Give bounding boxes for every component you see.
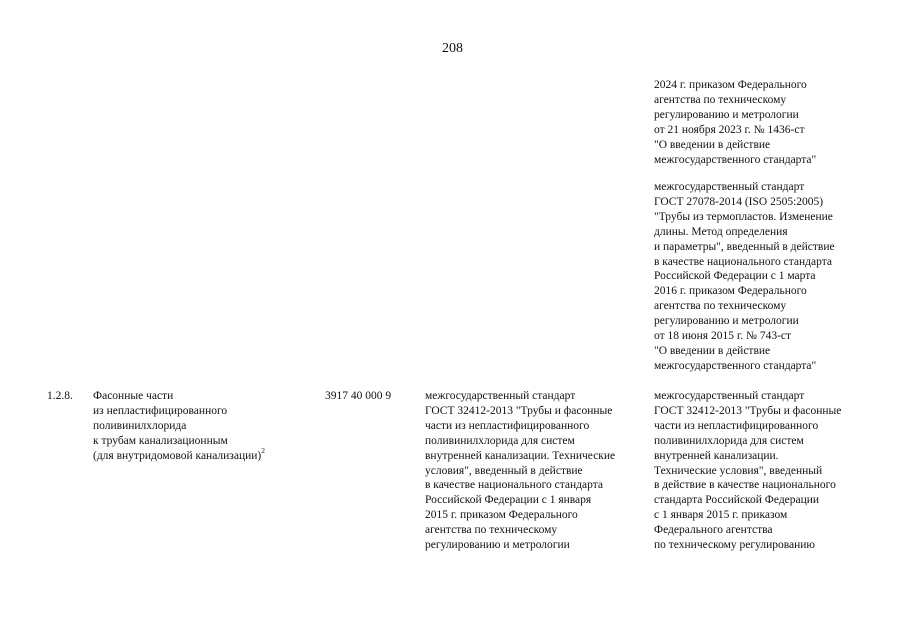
text-line: стандарта Российской Федерации xyxy=(654,494,820,507)
text-line: 2015 г. приказом Федерального xyxy=(425,509,578,522)
text-line: поливинилхлорида xyxy=(93,419,187,432)
text-line: регулированию и метрологии xyxy=(654,108,799,121)
text-line: части из непластифицированного xyxy=(425,419,590,432)
text-line: Технические условия", введенный xyxy=(654,464,823,477)
text-line: "О введении в действие xyxy=(654,138,771,151)
text-line: агентства по техническому xyxy=(425,524,558,537)
footnote-marker: 2 xyxy=(261,445,265,455)
text-line: внутренней канализации. Технические xyxy=(425,449,616,462)
text-line: внутренней канализации. xyxy=(654,449,779,462)
text-line: "О введении в действие xyxy=(654,344,771,357)
continuation-block-2 xyxy=(654,180,894,374)
standard-cell-1 xyxy=(425,389,645,553)
text-line: поливинилхлорида для систем xyxy=(654,434,804,447)
text-line: межгосударственного стандарта" xyxy=(654,359,817,372)
text-line: межгосударственный стандарт xyxy=(654,181,805,193)
text-line: Российской Федерации с 1 марта xyxy=(654,270,816,283)
text-line: ГОСТ 32412-2013 "Трубы и фасонные xyxy=(654,404,842,417)
text-line: 2024 г. приказом Федерального xyxy=(654,79,807,91)
text-line: от 18 июня 2015 г. № 743-ст xyxy=(654,330,792,343)
continuation-block-1 xyxy=(654,78,894,167)
text-line: межгосударственный стандарт xyxy=(654,390,805,402)
row-number: 1.2.8. xyxy=(47,390,73,402)
text-line: ГОСТ 32412-2013 "Трубы и фасонные xyxy=(425,404,613,417)
text-line: ГОСТ 27078-2014 (ISO 2505:2005) xyxy=(654,195,824,208)
text-line: части из непластифицированного xyxy=(654,419,819,432)
page-number: 208 xyxy=(442,41,463,56)
text-line: агентства по техническому xyxy=(654,300,787,313)
text-line: межгосударственного стандарта" xyxy=(654,153,817,166)
text-line: 2016 г. приказом Федерального xyxy=(654,285,807,298)
text-line: условия", введенный в действие xyxy=(425,464,583,477)
text-line: в качестве национального стандарта xyxy=(425,479,603,492)
text-line: по техническому регулированию xyxy=(654,539,816,552)
text-line-content: (для внутридомовой канализации) xyxy=(93,449,262,462)
text-line: в действие в качестве национального xyxy=(654,479,836,492)
text-line: агентства по техническому xyxy=(654,93,787,106)
tnved-code: 3917 40 000 9 xyxy=(325,390,392,402)
text-line: и параметры", введенный в действие xyxy=(654,240,835,253)
text-line: межгосударственный стандарт xyxy=(425,390,576,402)
text-line: поливинилхлорида для систем xyxy=(425,434,575,447)
text-line: регулированию и метрологии xyxy=(425,539,570,552)
text-line: длины. Метод определения xyxy=(654,225,788,238)
text-line: с 1 января 2015 г. приказом xyxy=(654,509,788,522)
text-line: Российской Федерации с 1 января xyxy=(425,494,592,507)
text-line: "Трубы из термопластов. Изменение xyxy=(654,210,833,223)
text-line: в качестве национального стандарта xyxy=(654,255,832,268)
text-line xyxy=(93,445,313,464)
text-line: к трубам канализационным xyxy=(93,434,228,447)
text-line: Федерального агентства xyxy=(654,524,773,537)
text-line: из непластифицированного xyxy=(93,404,228,417)
text-line: Фасонные части xyxy=(93,390,174,402)
standard-cell-2 xyxy=(654,389,894,553)
text-line: от 21 ноября 2023 г. № 1436-ст xyxy=(654,123,805,136)
text-line: регулированию и метрологии xyxy=(654,315,799,328)
product-name xyxy=(93,389,313,464)
